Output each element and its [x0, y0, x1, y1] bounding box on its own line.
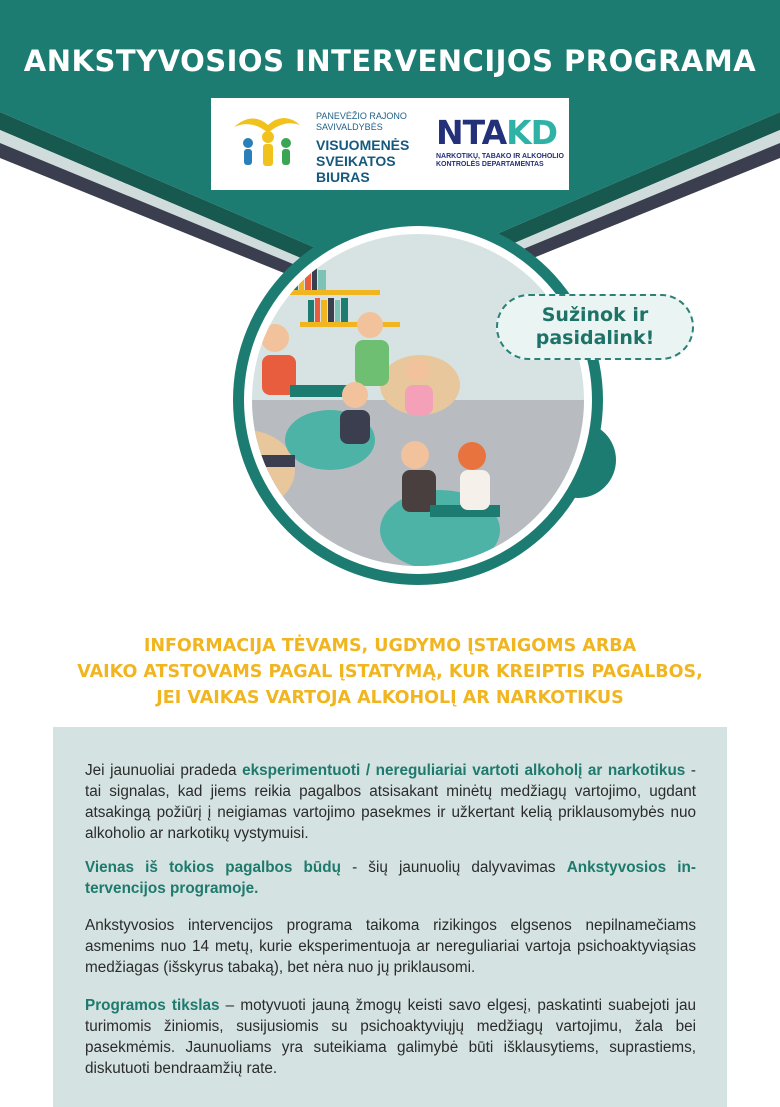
p1-text-a: Jei jaunuoliai pradeda — [85, 762, 243, 779]
vsb-logo-name — [316, 137, 409, 185]
vsb-line2: SAVIVALDYBĖS — [316, 122, 383, 132]
paragraph-4 — [85, 995, 696, 1079]
vsb-name3: BIURAS — [316, 169, 370, 185]
p2-highlight-a: Vienas iš tokios pagalbos būdų — [85, 859, 341, 876]
shelf-bottom — [300, 322, 400, 327]
paragraph-2 — [85, 857, 696, 899]
vsb-name2: SVEIKATOS — [316, 153, 396, 169]
p2-highlight-c: Ankstyvosios intervencijos programoje. — [85, 859, 696, 897]
p4-highlight: Programos tikslas — [85, 997, 220, 1014]
heading-line1: INFORMACIJA TĖVAMS, UGDYMO ĮSTAIGOMS ARBA — [143, 636, 637, 656]
vsb-line1: PANEVĖŽIO RAJONO — [316, 111, 407, 121]
p1-text-c: - tai signalas, kad jiems reikia pagalbos atsisakant minėtų medžiagų vartojimo, ugdant atsakingą požiūrį į neigiamas vartojimo pasekmes ir užkertant kelią priklausomybės nuo alkoholio ar narkotikų vystymuisi. — [85, 762, 696, 842]
shelf-top — [290, 290, 380, 295]
share-badge — [496, 294, 694, 360]
person-redhead-girl — [458, 442, 490, 510]
paragraph-1 — [85, 760, 696, 844]
ntakd-logo — [436, 113, 557, 152]
ntakd-logo-part-b: KD — [506, 113, 558, 152]
section-heading — [40, 633, 740, 711]
ntakd-logo-part-a: NTA — [436, 113, 507, 152]
p2-text-b: - šių jaunuolių dalyvavimas — [340, 859, 567, 876]
vsb-logo-subtitle — [316, 111, 407, 133]
paragraph-3: Ankstyvosios intervencijos programa taikoma rizikingos elgsenos nepilnamečiams asmenims nuo 14 metų, kurie eksperimentuoja ar nereguliariai vartoja psichoaktyviąsias medžiagas (išskyrus tabaką), bet nėra nuo jų priklausomi. — [85, 917, 696, 976]
person-seated-girl — [340, 382, 370, 444]
p1-highlight: eksperimentuoti / nereguliariai vartoti alkoholį ar narkotikus — [242, 762, 686, 779]
ntakd-sub2: KONTROLĖS DEPARTAMENTAS — [436, 161, 544, 168]
p4-text-b: – motyvuoti jauną žmogų keisti savo elgesį, paskatinti suabejoti jau turimomis žiniomis, susijusiomis su psichoaktyviųjų medžiagų vartojimu, žala bei pasekmėmis. Jaunuoliams yra suteikiama galimybė būti išklausytiems, suprastiems, diskutuoti bendraamžių rate. — [85, 997, 696, 1077]
vsb-logo-icon — [232, 113, 302, 177]
ntakd-sub1: NARKOTIKŲ, TABAKO IR ALKOHOLIO — [436, 153, 564, 160]
share-badge-text: Sužinok ir pasidalink! — [535, 304, 655, 349]
ntakd-logo-subtitle — [436, 153, 564, 169]
vsb-name1: VISUOMENĖS — [316, 137, 410, 153]
page-title: ANKSTYVOSIOS INTERVENCIJOS PROGRAMA — [23, 44, 757, 78]
illustration-circle — [195, 215, 616, 585]
heading-line2: VAIKO ATSTOVAMS PAGAL ĮSTATYMĄ, KUR KREIPTIS PAGALBOS, — [77, 662, 703, 682]
heading-line3: JEI VAIKAS VARTOJA ALKOHOLĮ AR NARKOTIKUS — [156, 688, 624, 708]
person-pink-shirt — [405, 358, 433, 415]
